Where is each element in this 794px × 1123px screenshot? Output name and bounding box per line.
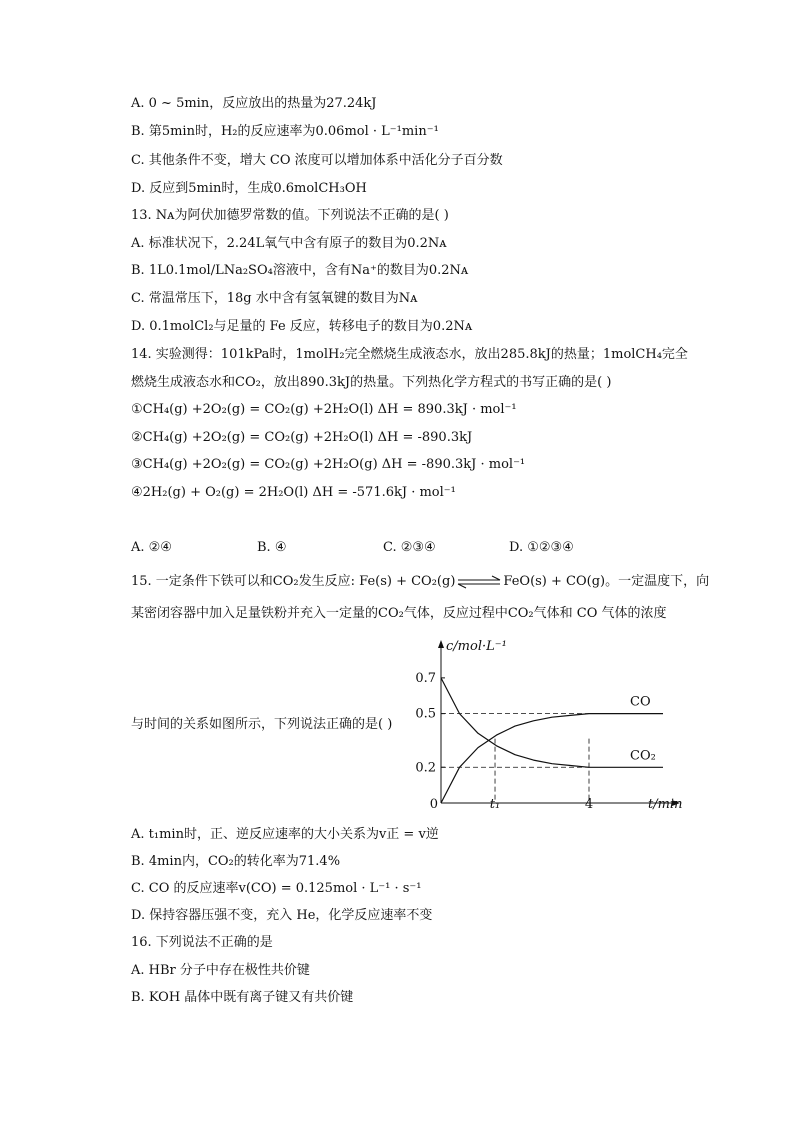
- y-tick-label: 0.5: [415, 706, 436, 722]
- q12-option-a: A. 0 ~ 5min，反应放出的热量为27.24kJ: [131, 96, 377, 111]
- q12-option-b: B. 第5min时，H₂的反应速率为0.06mol · L⁻¹min⁻¹: [131, 124, 439, 139]
- q15-stem-line1: [131, 573, 709, 591]
- q14-option-c: C. ②③④: [383, 540, 436, 555]
- q14-stem-line1: 14. 实验测得：101kPa时，1molH₂完全燃烧生成液态水，放出285.8kJ的热量；1molCH₄完全: [131, 347, 688, 362]
- x-tick-label: 4: [584, 797, 594, 812]
- q14-equation-1: ①CH₄(g) +2O₂(g) = CO₂(g) +2H₂O(l) ΔH = 890.3kJ · mol⁻¹: [131, 402, 517, 417]
- q15-stem-line3: 与时间的关系如图所示，下列说法正确的是( ): [131, 717, 393, 732]
- y-tick-label: 0.7: [415, 670, 436, 686]
- x-tick-label: t₁: [489, 797, 501, 812]
- q15-stem-part1: 15. 一定条件下铁可以和CO₂发生反应: Fe(s) + CO₂(g): [131, 574, 456, 589]
- q13-option-d: D. 0.1molCl₂与足量的 Fe 反应，转移电子的数目为0.2Nᴀ: [131, 319, 473, 334]
- q15-option-c: C. CO 的反应速率v(CO) = 0.125mol · L⁻¹ · s⁻¹: [131, 881, 422, 896]
- q12-option-d: D. 反应到5min时，生成0.6molCH₃OH: [131, 181, 367, 196]
- q14-option-d: D. ①②③④: [509, 540, 574, 555]
- concentration-time-chart: [408, 636, 708, 814]
- q13-stem: 13. Nᴀ为阿伏加德罗常数的值。下列说法不正确的是( ): [131, 208, 449, 223]
- series-label-co: CO: [630, 694, 651, 710]
- y-tick-label: 0.2: [415, 760, 436, 776]
- y-axis-arrow-icon: [438, 640, 444, 648]
- q13-option-b: B. 1L0.1mol/LNa₂SO₄溶液中，含有Na⁺的数目为0.2Nᴀ: [131, 263, 469, 278]
- equilibrium-arrow-icon: [457, 575, 501, 589]
- q14-equation-3: ③CH₄(g) +2O₂(g) = CO₂(g) +2H₂O(g) ΔH = -890.3kJ · mol⁻¹: [131, 457, 526, 472]
- q14-equation-2: ②CH₄(g) +2O₂(g) = CO₂(g) +2H₂O(l) ΔH = -890.3kJ: [131, 430, 473, 445]
- x-axis-label: t/min: [648, 797, 683, 812]
- q14-option-b: B. ④: [257, 540, 287, 555]
- origin-label: 0: [429, 797, 438, 812]
- y-axis-label: c/mol·L⁻¹: [446, 639, 507, 654]
- q14-equation-4: ④2H₂(g) + O₂(g) = 2H₂O(l) ΔH = -571.6kJ · mol⁻¹: [131, 485, 456, 500]
- q15-option-b: B. 4min内，CO₂的转化率为71.4%: [131, 854, 341, 869]
- q12-option-c: C. 其他条件不变，增大 CO 浓度可以增加体系中活化分子百分数: [131, 153, 503, 168]
- q13-option-c: C. 常温常压下，18g 水中含有氢氧键的数目为Nᴀ: [131, 291, 418, 306]
- q16-stem: 16. 下列说法不正确的是: [131, 935, 273, 950]
- q14-option-a: A. ②④: [131, 540, 172, 555]
- q13-option-a: A. 标准状况下，2.24L氧气中含有原子的数目为0.2Nᴀ: [131, 236, 447, 251]
- q15-stem-line2: 某密闭容器中加入足量铁粉并充入一定量的CO₂气体，反应过程中CO₂气体和 CO 气体的浓度: [131, 606, 667, 621]
- q16-option-a: A. HBr 分子中存在极性共价键: [131, 963, 310, 978]
- q16-option-b: B. KOH 晶体中既有离子键又有共价键: [131, 990, 354, 1005]
- q15-option-d: D. 保持容器压强不变，充入 He，化学反应速率不变: [131, 908, 433, 923]
- q15-stem-part2: FeO(s) + CO(g)。一定温度下，向: [503, 574, 710, 589]
- series-label-co2: CO₂: [630, 748, 656, 764]
- q14-stem-line2: 燃烧生成液态水和CO₂，放出890.3kJ的热量。下列热化学方程式的书写正确的是( ): [131, 375, 612, 390]
- q15-option-a: A. t₁min时，正、逆反应速率的大小关系为v正 = v逆: [131, 827, 439, 842]
